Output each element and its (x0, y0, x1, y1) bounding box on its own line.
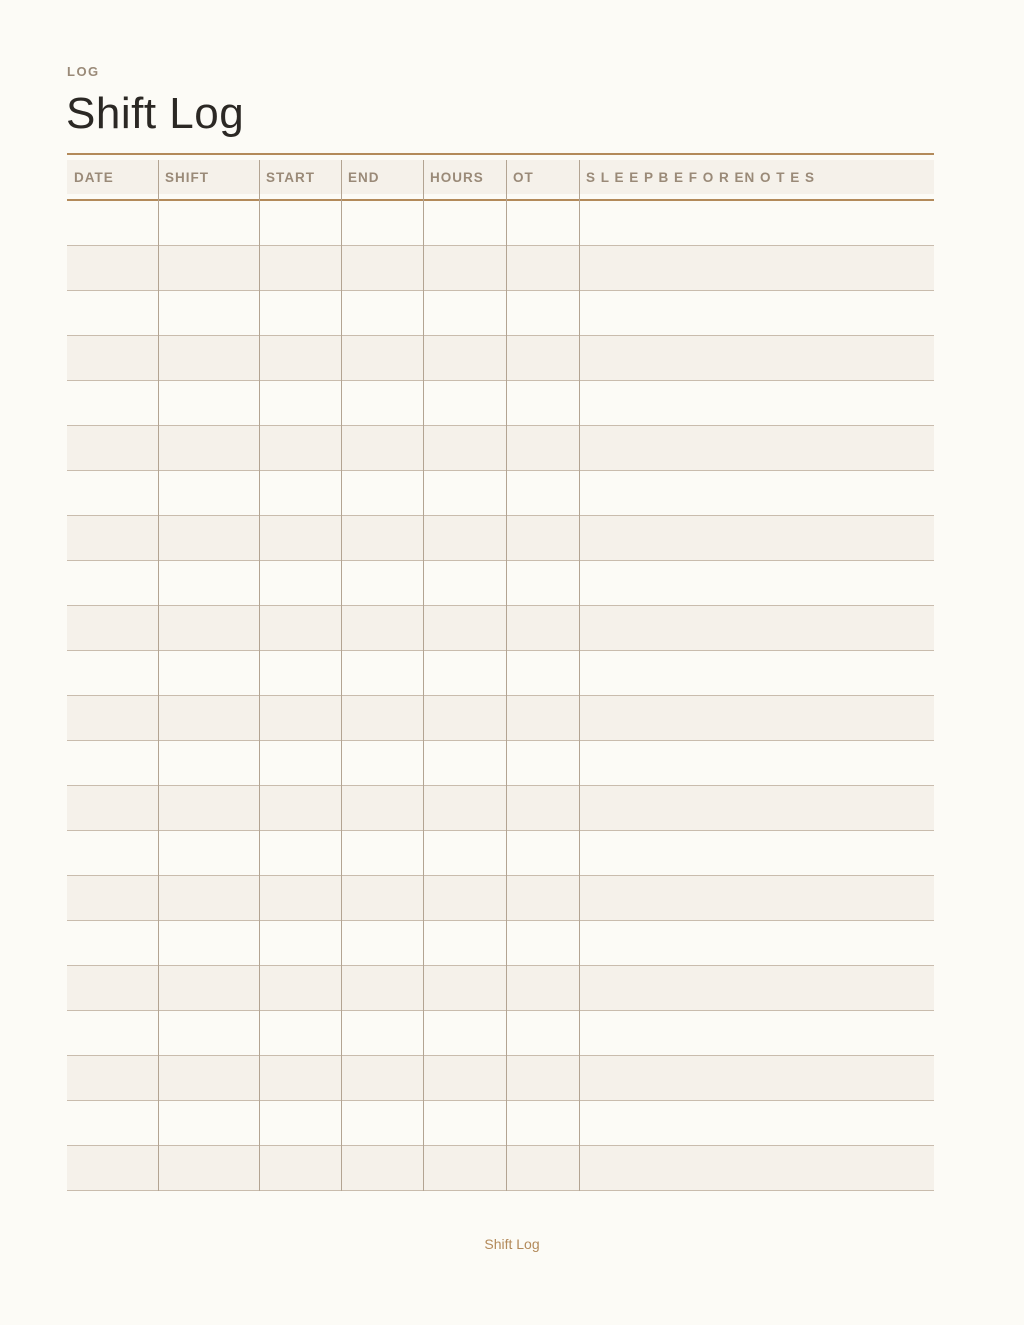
column-header-hours: HOURS (430, 170, 484, 185)
table-row (67, 786, 934, 831)
top-rule (67, 153, 934, 155)
column-header-sleep-notes: S L E E P B E F O R EN O T E S (586, 170, 816, 185)
column-header-start: START (266, 170, 315, 185)
table-row (67, 291, 934, 336)
column-divider (259, 160, 260, 1191)
table-row (67, 1101, 934, 1146)
table-row (67, 1011, 934, 1056)
table-row (67, 471, 934, 516)
table-row (67, 696, 934, 741)
table-row (67, 336, 934, 381)
table-row (67, 651, 934, 696)
table-row (67, 426, 934, 471)
table-row (67, 201, 934, 246)
column-header-end: END (348, 170, 380, 185)
page-footer: Shift Log (484, 1236, 540, 1252)
table-row (67, 876, 934, 921)
table-row (67, 966, 934, 1011)
column-divider (579, 160, 580, 1191)
table-row (67, 921, 934, 966)
table-row (67, 606, 934, 651)
eyebrow-label: LOG (67, 64, 100, 79)
table-row (67, 516, 934, 561)
column-divider (506, 160, 507, 1191)
column-header-date: DATE (74, 170, 114, 185)
column-divider (341, 160, 342, 1191)
table-row (67, 1056, 934, 1101)
column-header-shift: SHIFT (165, 170, 209, 185)
table-row (67, 381, 934, 426)
table-row (67, 831, 934, 876)
table-row (67, 1146, 934, 1191)
table-row (67, 561, 934, 606)
column-header-ot: OT (513, 170, 534, 185)
table-row (67, 741, 934, 786)
column-divider (423, 160, 424, 1191)
table-body (67, 201, 934, 1191)
page-title: Shift Log (66, 89, 245, 138)
table-header (67, 160, 934, 194)
table-row (67, 246, 934, 291)
column-divider (158, 160, 159, 1191)
